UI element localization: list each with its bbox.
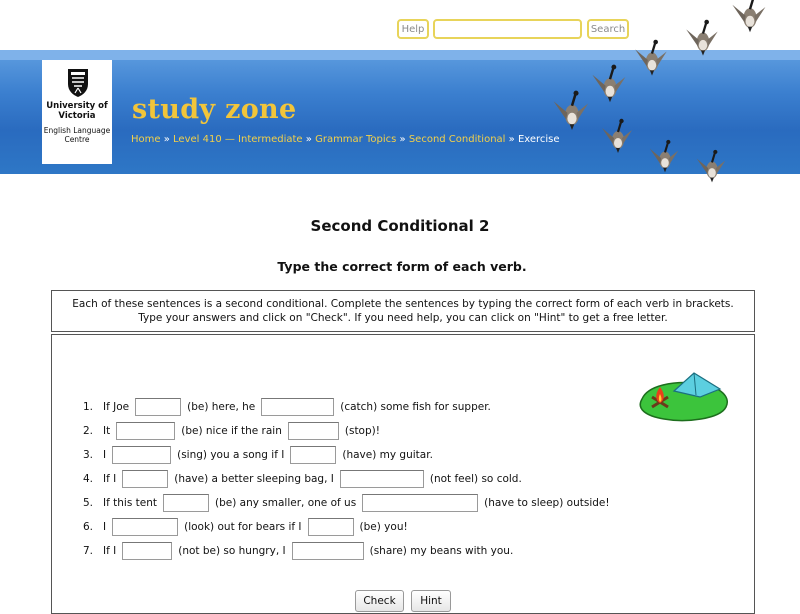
question-text: If I (103, 473, 117, 485)
banner-stripe (0, 50, 800, 60)
answer-input[interactable] (135, 398, 181, 416)
answer-input[interactable] (362, 494, 478, 512)
question-text: (catch) some fish for supper. (340, 401, 491, 413)
answer-input[interactable] (290, 446, 336, 464)
breadcrumb-separator: » (163, 134, 170, 145)
answer-input[interactable] (163, 494, 209, 512)
description-line: Each of these sentences is a second conditional. Complete the sentences by typing the correct form of each verb in brackets. (72, 298, 734, 310)
question-text: (be) any smaller, one of us (214, 497, 357, 509)
page-title: Second Conditional 2 (310, 217, 490, 235)
question-row (83, 541, 517, 561)
centre-name: English Language Centre (43, 126, 111, 144)
question-row (83, 493, 614, 513)
question-text: It (103, 425, 111, 437)
answer-input[interactable] (288, 422, 339, 440)
answer-input[interactable] (116, 422, 175, 440)
hint-button[interactable]: Hint (411, 590, 451, 612)
answer-input[interactable] (112, 518, 178, 536)
question-row (83, 445, 437, 465)
question-number: 5. (83, 497, 94, 509)
breadcrumb-level[interactable]: Level 410 — Intermediate (173, 134, 303, 145)
question-text: If this tent (103, 497, 157, 509)
description-line: Type your answers and click on "Check". If you need help, you can click on "Hint" to get a free letter. (138, 312, 668, 324)
exercise-instruction: Type the correct form of each verb. (277, 259, 527, 274)
breadcrumb-separator: » (305, 134, 312, 145)
question-text: (look) out for bears if I (184, 521, 302, 533)
check-button[interactable]: Check (355, 590, 404, 612)
question-text: (be) nice if the rain (181, 425, 282, 437)
answer-input[interactable] (340, 470, 424, 488)
question-row (83, 397, 495, 417)
question-number: 7. (83, 545, 94, 557)
breadcrumb-home[interactable]: Home (131, 134, 161, 145)
breadcrumb-topics[interactable]: Grammar Topics (315, 134, 397, 145)
question-text: (not be) so hungry, I (178, 545, 286, 557)
university-name: University of Victoria (46, 101, 108, 121)
breadcrumb-current: Exercise (517, 134, 560, 145)
question-number: 3. (83, 449, 94, 461)
crest-icon (67, 68, 89, 98)
question-number: 4. (83, 473, 94, 485)
site-brand[interactable]: study zone (132, 94, 297, 125)
question-row (83, 421, 384, 441)
search-button[interactable]: Search (587, 19, 629, 39)
exercise-description (51, 290, 755, 332)
answer-input[interactable] (261, 398, 334, 416)
question-text: (have) a better sleeping bag, I (174, 473, 334, 485)
question-text: (be) you! (359, 521, 408, 533)
breadcrumb-separator: » (399, 134, 406, 145)
question-text: (stop)! (344, 425, 380, 437)
campfire-tent-icon (634, 367, 734, 423)
question-number: 2. (83, 425, 94, 437)
answer-input[interactable] (308, 518, 354, 536)
question-text: (have) my guitar. (342, 449, 433, 461)
question-number: 6. (83, 521, 94, 533)
question-row (83, 517, 412, 537)
breadcrumb-separator: » (508, 134, 515, 145)
question-row (83, 469, 526, 489)
question-text: (not feel) so cold. (429, 473, 522, 485)
question-text: (be) here, he (187, 401, 256, 413)
question-number: 1. (83, 401, 94, 413)
search-input[interactable] (433, 19, 582, 39)
question-text: (sing) you a song if I (177, 449, 285, 461)
question-text: (have to sleep) outside! (484, 497, 610, 509)
breadcrumb (131, 134, 560, 145)
help-button[interactable]: Help (397, 19, 429, 39)
answer-input[interactable] (292, 542, 364, 560)
university-logo[interactable] (42, 60, 112, 164)
question-text: If Joe (103, 401, 130, 413)
top-search-bar (0, 0, 800, 50)
breadcrumb-topic[interactable]: Second Conditional (408, 134, 506, 145)
answer-input[interactable] (122, 542, 172, 560)
answer-input[interactable] (122, 470, 168, 488)
question-text: I (103, 521, 107, 533)
question-text: If I (103, 545, 117, 557)
answer-input[interactable] (112, 446, 171, 464)
header-banner (0, 50, 800, 174)
question-text: (share) my beans with you. (369, 545, 514, 557)
question-text: I (103, 449, 107, 461)
